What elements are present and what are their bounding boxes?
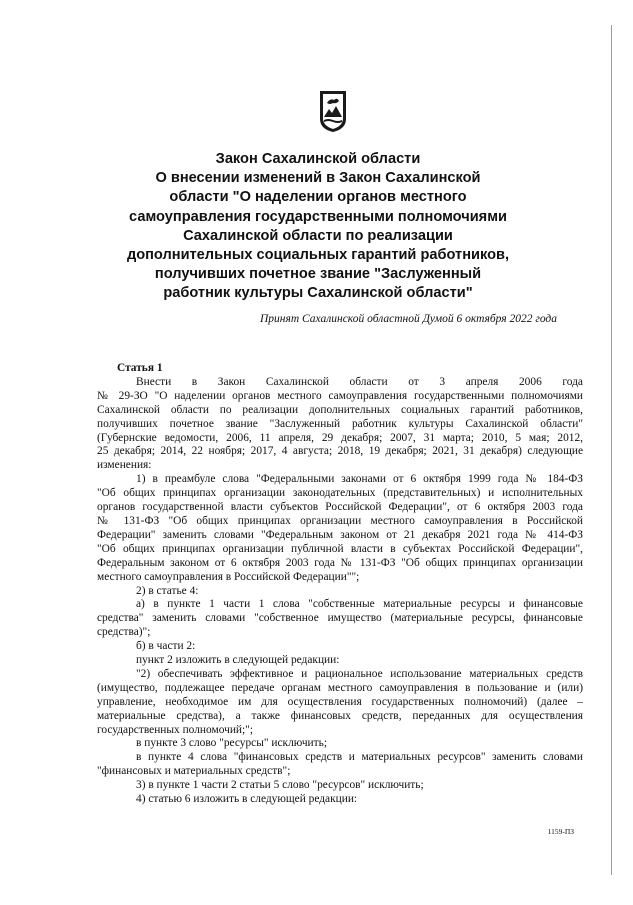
title-line: дополнительных социальных гарантий работников, [126, 247, 510, 264]
body-line: (имущество, подлежащее передаче органам местного самоуправления в пользование и (или) [97, 681, 583, 694]
document-code: 1159-ПЗ [547, 827, 574, 836]
title-line: области "О наделении органов местного [169, 189, 467, 206]
title-line: Закон Сахалинской области [215, 151, 421, 167]
body-line: местного самоуправления в Российской Федерации""; [97, 570, 360, 583]
body-line: Федерации" заменить словами "Федеральным законом от 21 декабря 2021 года № 414-ФЗ [97, 528, 583, 541]
scan-edge-line [611, 25, 612, 875]
body-line: "Об общих принципах организации законодательных (представительных) и исполнительных [97, 487, 583, 500]
title-line: самоуправления государственными полномочиями [129, 208, 507, 225]
body-line: органов государственной власти субъектов Российской Федерации", от 6 октября 2003 года [97, 501, 583, 514]
body-line: 2) в статье 4: [136, 584, 199, 597]
body-line: б) в части 2: [136, 640, 196, 653]
body-line: "Об общих принципах организации публичной власти в субъектах Российской Федерации", [97, 542, 583, 555]
body-line: Внести в Закон Сахалинской области от 3 апреля 2006 года [136, 375, 583, 388]
body-line: № 131-ФЗ "Об общих принципах организации местного самоуправления в Российской [97, 514, 583, 527]
body-line: Сахалинской области по реализации дополнительных социальных гарантий работников, [97, 403, 583, 416]
body-line: средства)"; [97, 626, 151, 639]
body-line: в пункте 4 слова "финансовых средств и материальных ресурсов" заменить словами [136, 751, 583, 764]
adoption-note: Принят Сахалинской областной Думой 6 октября 2022 года [260, 313, 557, 325]
title-line: Сахалинской области по реализации [183, 227, 453, 244]
body-line: пункт 2 изложить в следующей редакции: [136, 654, 340, 667]
law-title [100, 150, 536, 304]
body-line: "финансовых и материальных средств"; [97, 765, 291, 778]
body-line: в пункте 3 слово "ресурсы" исключить; [136, 737, 327, 750]
body-line: изменения: [97, 459, 152, 472]
sakhalin-coat-of-arms-icon [318, 89, 348, 133]
law-body [97, 362, 583, 807]
body-line: средства" заменить словами "собственное имущество (материальные ресурсы, финансовые [97, 612, 583, 625]
body-line: 4) статью 6 изложить в следующей редакции: [136, 793, 358, 806]
body-line: а) в пункте 1 части 1 слова "собственные материальные ресурсы и финансовые [136, 598, 583, 611]
body-line: управление, необходимое им для осуществления государственных полномочий) (далее – [97, 695, 583, 708]
body-line: государственных полномочий;"; [97, 723, 253, 736]
title-line: О внесении изменений в Закон Сахалинской [155, 170, 481, 187]
article-heading: Статья 1 [117, 362, 163, 374]
title-line: работник культуры Сахалинской области" [163, 285, 473, 302]
body-line: "2) обеспечивать эффективное и рациональное использование материальных средств [136, 667, 583, 680]
body-line: 25 декабря; 2014, 22 ноября; 2017, 4 августа; 2018, 19 декабря; 2021, 31 декабря) следующие [97, 445, 583, 458]
title-line: получивших почетное звание "Заслуженный [154, 266, 482, 283]
body-line: получивших почетное звание "Заслуженный работник культуры Сахалинской области" [97, 417, 583, 430]
body-line: 1) в преамбуле слова "Федеральными законами от 6 октября 1999 года № 184-ФЗ [136, 473, 583, 486]
body-line: 3) в пункте 1 части 2 статьи 5 слово "ресурсов" исключить; [136, 779, 424, 792]
body-line: (Губернские ведомости, 2006, 11 апреля, 29 декабря; 2007, 31 марта; 2010, 5 мая; 2012, [97, 431, 583, 444]
body-line: материальные средства), а также финансовых средств, переданных для осуществления [97, 709, 583, 722]
body-line: № 29-ЗО "О наделении органов местного самоуправления государственными полномочиями [97, 389, 583, 402]
body-line: Федеральным законом от 6 октября 2003 года № 131-ФЗ "Об общих принципах организации [97, 556, 583, 569]
